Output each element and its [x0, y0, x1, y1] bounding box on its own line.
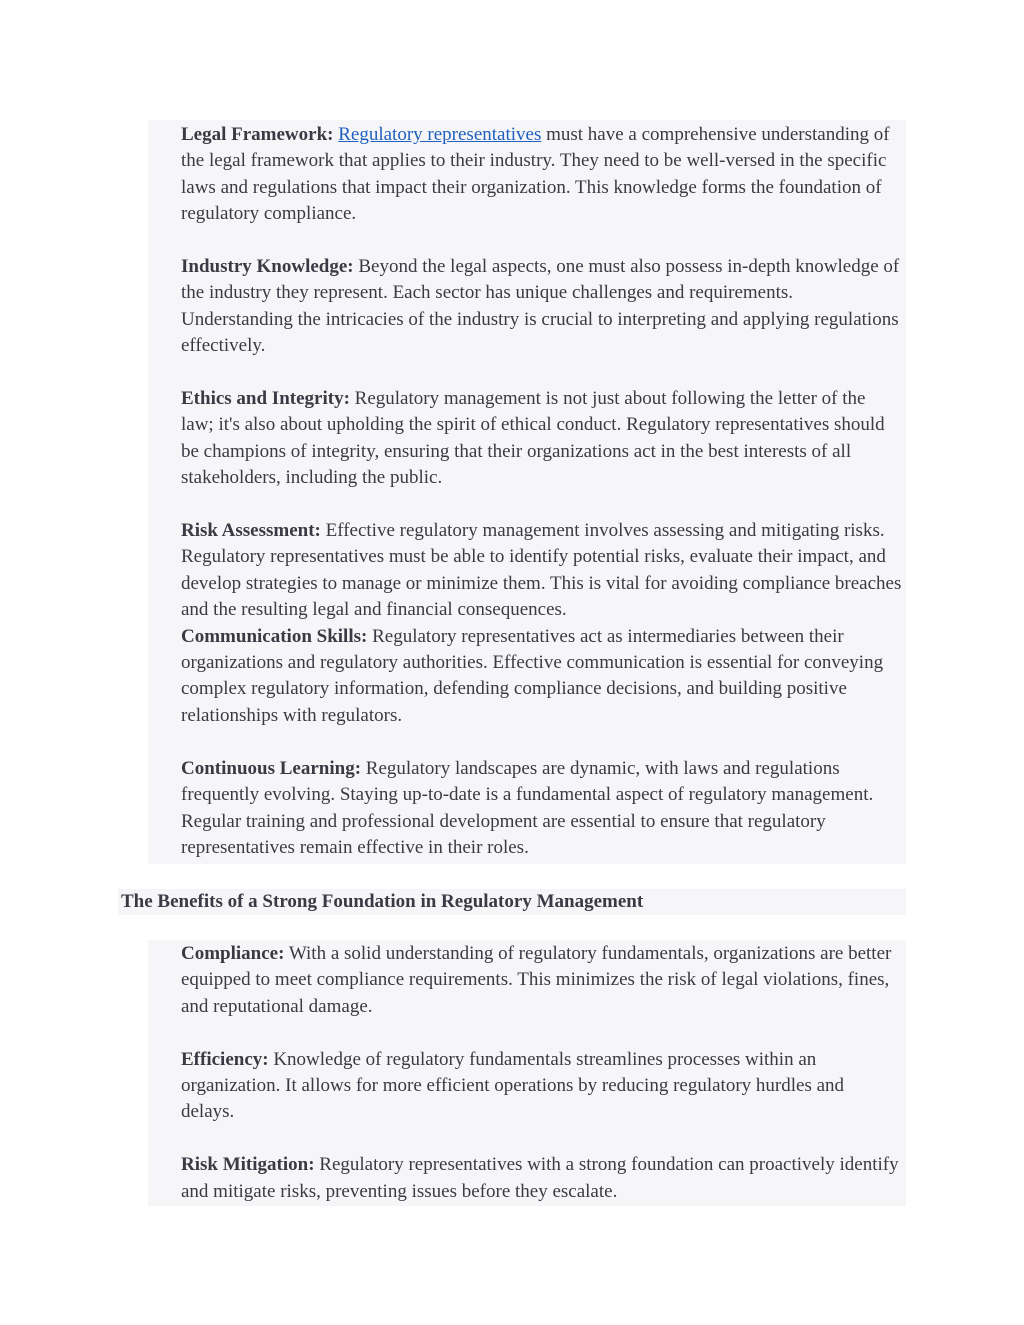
- term-efficiency: Efficiency:: [181, 1048, 269, 1070]
- paragraph-industry-knowledge: [181, 254, 902, 360]
- regulatory-representatives-link[interactable]: Regulatory representatives: [338, 124, 542, 145]
- term-risk-assessment: Risk Assessment:: [181, 520, 321, 542]
- fundamentals-panel: [148, 120, 906, 864]
- term-legal-framework: Legal Framework:: [181, 124, 334, 145]
- paragraph-compliance: [181, 941, 902, 1020]
- text-risk-assessment: Effective regulatory management involves assessing and mitigating risks. Regulatory representatives must be able to identify potential risks, evaluate their impact, and develop strategies to manage or minimize them. This is vital for avoiding compliance breaches and the resulting legal and financial consequences.: [181, 520, 902, 621]
- term-ethics-integrity: Ethics and Integrity:: [181, 388, 350, 410]
- text-efficiency: Knowledge of regulatory fundamentals streamlines processes within an organization. It allows for more efficient operations by reducing regulatory hurdles and delays.: [181, 1048, 845, 1123]
- benefits-panel: [148, 940, 906, 1206]
- term-compliance: Compliance:: [181, 943, 285, 964]
- text-ethics-integrity: Regulatory management is not just about following the letter of the law; it's also about upholding the spirit of ethical conduct. Regulatory representatives should be champions of integrity, ensuring that their organizations act in the best interests of all stakeholders, including the public.: [181, 388, 885, 489]
- text-legal-framework: must have a comprehensive understanding of the legal framework that applies to their industry. They need to be well-versed in the specific laws and regulations that impact their organization. This knowledge forms the foundation of regulatory compliance.: [181, 124, 890, 225]
- text-continuous-learning: Regulatory landscapes are dynamic, with laws and regulations frequently evolving. Staying up-to-date is a fundamental aspect of regulatory management. Regular training and professional development are essential to ensure that regulatory representatives remain effective in their roles.: [181, 757, 874, 858]
- term-industry-knowledge: Industry Knowledge:: [181, 256, 354, 278]
- paragraph-communication-skills: [181, 624, 902, 730]
- term-risk-mitigation: Risk Mitigation:: [181, 1154, 315, 1176]
- term-communication-skills: Communication Skills:: [181, 625, 368, 647]
- text-risk-mitigation: Regulatory representatives with a strong foundation can proactively identify and mitigate risks, preventing issues before they escalate.: [181, 1154, 899, 1202]
- paragraph-risk-mitigation: [181, 1152, 902, 1205]
- text-communication-skills: Regulatory representatives act as intermediaries between their organizations and regulatory authorities. Effective communication is essential for conveying complex regulatory information, defending compliance decisions, and building positive relationships with regulators.: [181, 625, 884, 726]
- paragraph-ethics-integrity: [181, 386, 902, 492]
- term-continuous-learning: Continuous Learning:: [181, 757, 362, 779]
- benefits-heading: The Benefits of a Strong Foundation in Regulatory Management: [121, 891, 644, 912]
- paragraph-legal-framework: [181, 122, 902, 228]
- benefits-heading-band: [118, 889, 906, 915]
- paragraph-efficiency: [181, 1047, 902, 1126]
- text-compliance: With a solid understanding of regulatory fundamentals, organizations are better equipped to meet compliance requirements. This minimizes the risk of legal violations, fines, and reputational damage.: [181, 943, 892, 1017]
- text-industry-knowledge: Beyond the legal aspects, one must also possess in-depth knowledge of the industry they represent. Each sector has unique challenges and requirements. Understanding the intricacies of the industry is crucial to interpreting and applying regulations effectively.: [181, 256, 900, 357]
- paragraph-risk-assessment: [181, 518, 902, 624]
- paragraph-continuous-learning: [181, 756, 902, 862]
